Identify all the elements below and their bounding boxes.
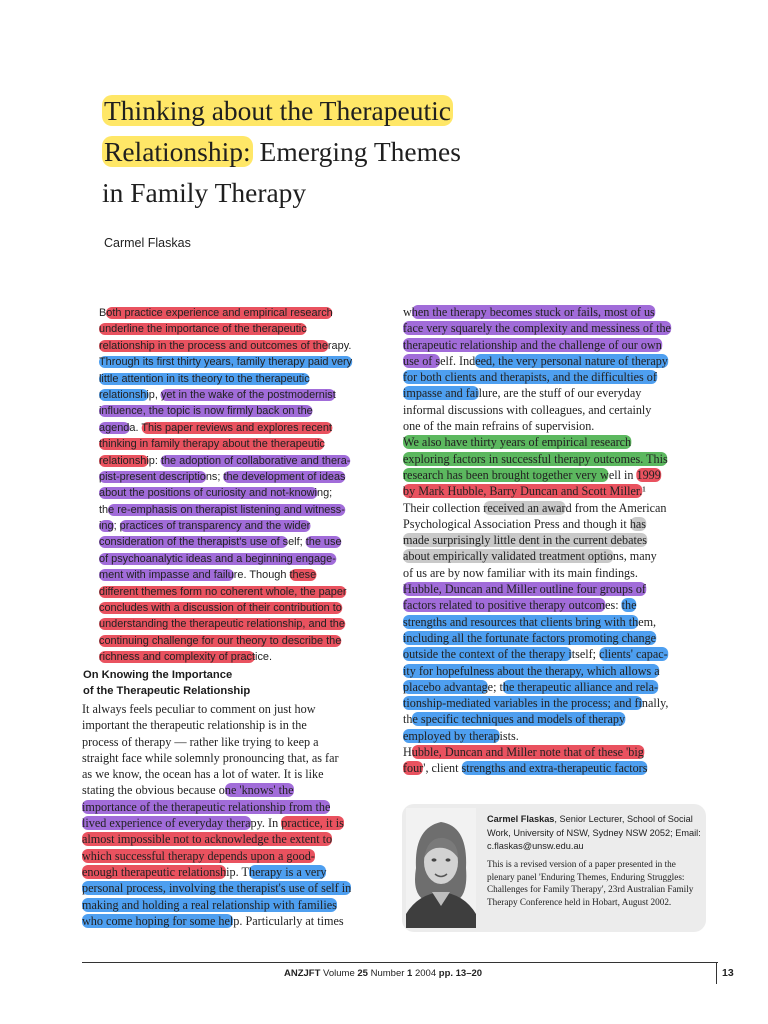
left-body-column bbox=[82, 701, 385, 929]
highlighted-text: including all the fortunate factors promoting change bbox=[403, 630, 657, 645]
highlighted-text: e re-emphasis on therapist listening and witness- bbox=[108, 503, 345, 516]
text-segment: py. In bbox=[250, 816, 282, 831]
abstract-line bbox=[99, 436, 387, 452]
highlighted-text: Hubble, Duncan and Miller outline four groups of bbox=[403, 582, 646, 597]
text-segment: th bbox=[99, 503, 109, 516]
body-line bbox=[403, 516, 707, 532]
highlighted-text: richness and complexity of pract bbox=[99, 651, 256, 664]
body-line bbox=[403, 760, 707, 776]
highlighted-text: We also have thirty years of empirical research bbox=[403, 435, 632, 450]
text-segment: a. bbox=[129, 421, 142, 434]
highlighted-text: eed, the very personal nature of therapy bbox=[475, 353, 668, 368]
highlighted-text: about empirically validated treatment optio bbox=[403, 549, 613, 564]
author-portrait-icon bbox=[406, 808, 476, 928]
highlighted-text: has bbox=[629, 516, 647, 531]
text-segment: ell in bbox=[608, 467, 637, 482]
highlighted-text: which successful therapy depends upon a good- bbox=[82, 848, 315, 863]
text-segment: ng; bbox=[316, 487, 333, 500]
text-segment: tself; bbox=[571, 647, 600, 662]
body-line bbox=[403, 320, 707, 336]
highlighted-text: of psychoanalytic ideas and a beginning engage- bbox=[99, 552, 336, 565]
highlighted-text: concludes with a discussion of their contribution to bbox=[99, 602, 342, 615]
highlighted-text: importance of the therapeutic relationship from the bbox=[82, 799, 331, 814]
text-segment: p: bbox=[148, 454, 161, 467]
text-segment: ists. bbox=[499, 728, 519, 743]
highlighted-text: strengths and extra-therapeutic factors bbox=[461, 761, 648, 776]
highlighted-text: ing bbox=[99, 520, 114, 533]
body-line bbox=[82, 831, 385, 847]
highlighted-text: use of s bbox=[403, 353, 441, 368]
text-segment: p. Particularly at times bbox=[233, 913, 344, 928]
highlighted-text: the development of ideas bbox=[223, 470, 346, 483]
text-segment: rapy. bbox=[327, 339, 352, 352]
text-segment: stating the obvious because o bbox=[82, 783, 225, 798]
text-segment: es: bbox=[605, 598, 622, 613]
highlighted-text: continuing challenge for our theory to describe the bbox=[99, 634, 342, 647]
highlighted-text: different themes form no coherent whole, the paper bbox=[99, 585, 347, 598]
body-line bbox=[403, 451, 707, 467]
text-segment: elf. Ind bbox=[440, 353, 476, 368]
body-line bbox=[403, 581, 707, 597]
body-line bbox=[82, 782, 385, 798]
body-line bbox=[82, 815, 385, 831]
text-segment: lure, are the stuff of our everyday bbox=[478, 386, 642, 401]
abstract-line bbox=[99, 321, 387, 337]
text-segment: d from the American bbox=[565, 500, 667, 515]
highlighted-text: consideration of the therapist's use of s bbox=[99, 536, 289, 549]
body-line bbox=[82, 880, 385, 896]
highlighted-text: understanding the therapeutic relationship, and the bbox=[99, 618, 345, 631]
body-line bbox=[403, 304, 707, 320]
body-line bbox=[403, 597, 707, 613]
body-line bbox=[403, 500, 707, 516]
body-line bbox=[403, 565, 707, 581]
text-segment: ns, many bbox=[612, 549, 657, 564]
text-segment: of us are by now familiar with its main findings. bbox=[403, 565, 638, 580]
highlighted-text: agend bbox=[99, 421, 130, 434]
highlighted-text: he therapeutic alliance and rela- bbox=[502, 679, 659, 694]
body-line bbox=[403, 353, 707, 369]
body-line bbox=[403, 744, 707, 760]
highlighted-text: Through its first thirty years, family therapy paid very bbox=[99, 356, 353, 369]
highlighted-text: about the positions of curiosity and not-knowi bbox=[99, 487, 317, 500]
highlighted-text: pist-present descriptio bbox=[99, 470, 206, 483]
abstract-line bbox=[99, 371, 387, 387]
journal-citation: ANZJFT Volume 25 Number 1 2004 pp. 13–20 bbox=[284, 968, 483, 979]
body-line bbox=[82, 864, 385, 880]
body-line bbox=[82, 799, 385, 815]
highlighted-text: herapy is a very bbox=[248, 864, 327, 879]
text-segment: th bbox=[403, 712, 413, 727]
highlighted-text: practice, it is bbox=[281, 816, 344, 831]
highlighted-text: This paper reviews and explores recent bbox=[141, 421, 332, 434]
abstract-line bbox=[99, 453, 387, 469]
highlighted-text: 1999 bbox=[636, 467, 661, 482]
abstract-line bbox=[99, 387, 387, 403]
body-line bbox=[403, 663, 707, 679]
body-line bbox=[403, 614, 707, 630]
highlighted-text: by Mark Hubble, Barry Duncan and Scott Miller. bbox=[403, 484, 643, 499]
abstract-line bbox=[99, 518, 387, 534]
highlighted-text: almost impossible not to acknowledge the extent to bbox=[82, 832, 333, 847]
abstract-line bbox=[99, 403, 387, 419]
body-line bbox=[403, 548, 707, 564]
highlighted-text: little attention in its theory to the therapeutic bbox=[99, 372, 310, 385]
title-line-1 bbox=[102, 90, 562, 131]
footer-rule bbox=[82, 962, 718, 963]
highlighted-text: e specific techniques and models of therapy bbox=[412, 712, 626, 727]
highlighted-text: ne 'knows' the bbox=[224, 783, 294, 798]
highlighted-text: the use bbox=[305, 536, 342, 549]
highlighted-text: personal process, involving the therapist's use of self in bbox=[82, 881, 352, 896]
abstract-line bbox=[99, 616, 387, 632]
author-name: Carmel Flaskas bbox=[104, 236, 191, 250]
highlighted-text: research has been brought together very w bbox=[403, 467, 609, 482]
highlighted-text: impasse and fai bbox=[403, 386, 479, 401]
body-line bbox=[403, 728, 707, 744]
text-segment: re. Though bbox=[233, 569, 290, 582]
text-segment: informal discussions with colleagues, and certainly bbox=[403, 402, 652, 417]
abstract-line bbox=[99, 469, 387, 485]
body-line bbox=[82, 848, 385, 864]
text-segment: w bbox=[403, 305, 412, 319]
text-segment: Psychological Association Press and though it bbox=[403, 516, 630, 531]
highlighted-text: thinking in family therapy about the therapeutic bbox=[99, 438, 325, 451]
abstract-line bbox=[99, 600, 387, 616]
title-line-3: in Family Therapy bbox=[102, 177, 307, 208]
right-body-column bbox=[403, 304, 708, 777]
body-line bbox=[403, 337, 707, 353]
body-line bbox=[403, 434, 707, 450]
text-segment: B bbox=[99, 307, 107, 319]
title-line-2: Relationship: Emerging Themes bbox=[104, 136, 461, 167]
body-line bbox=[403, 418, 707, 434]
text-segment: straight face while solemnly pronouncing that, as far bbox=[82, 750, 339, 765]
title-highlight: Thinking about the Therapeutic bbox=[104, 95, 451, 126]
highlighted-text: the adoption of collaborative and thera- bbox=[160, 454, 351, 467]
text-segment: em, bbox=[638, 614, 657, 629]
highlighted-text: face very squarely the complexity and messiness of the bbox=[403, 321, 671, 336]
highlighted-text: relationshi bbox=[99, 454, 149, 467]
text-segment: elf; bbox=[288, 536, 306, 549]
body-line bbox=[82, 750, 385, 766]
abstract-line bbox=[99, 567, 387, 583]
highlighted-text: therapeutic relationship and the challenge of our own bbox=[403, 337, 662, 352]
body-line bbox=[82, 766, 385, 782]
highlighted-text: these bbox=[289, 569, 317, 582]
abstract-line bbox=[99, 633, 387, 649]
body-line bbox=[403, 630, 707, 646]
bio-note: This is a revised version of a paper presented in the plenary panel 'Enduring Themes, Enduring Struggles: Challenges for Family Therapy', 23rd Australian Family Therapy Conference held in Hobart, August 2002. bbox=[487, 859, 694, 907]
text-segment: ¹ bbox=[642, 484, 646, 499]
abstract-line bbox=[99, 584, 387, 600]
abstract-line bbox=[99, 534, 387, 550]
highlighted-text: yet in the wake of the postmodernist bbox=[160, 388, 336, 401]
highlighted-text: tionship-mediated variables in the process; and fi bbox=[403, 696, 642, 711]
bio-affiliation: Carmel Flaskas, Senior Lecturer, School of Social Work, University of NSW, Sydney NSW 2052; Email: c.flaskas@unsw.edu.au bbox=[487, 814, 701, 851]
section-heading: On Knowing the Importance of the Therapeutic Relationship bbox=[83, 669, 251, 697]
abstract-line bbox=[99, 338, 387, 354]
highlighted-text: hen the therapy becomes stuck or fails, most of us bbox=[411, 305, 655, 319]
text-segment: important the therapeutic relationship is in the bbox=[82, 718, 307, 733]
body-line bbox=[82, 717, 385, 733]
article-title bbox=[102, 90, 562, 213]
highlighted-text: influence, the topic is now firmly back on the bbox=[99, 405, 313, 418]
text-segment: H bbox=[403, 745, 412, 760]
abstract-line bbox=[99, 551, 387, 567]
highlighted-text: ubble, Duncan and Miller note that of these 'big bbox=[411, 745, 644, 760]
text-segment: ice. bbox=[255, 651, 273, 664]
highlighted-text: making and holding a real relationship with families bbox=[82, 897, 337, 912]
abstract-line bbox=[99, 502, 387, 518]
highlighted-text: factors related to positive therapy outcom bbox=[403, 598, 606, 613]
highlighted-text: the bbox=[621, 598, 637, 613]
body-line bbox=[403, 679, 707, 695]
body-line bbox=[403, 385, 707, 401]
abstract bbox=[99, 305, 389, 666]
highlighted-text: employed by therap bbox=[403, 728, 500, 743]
text-segment: ; bbox=[113, 520, 120, 533]
highlighted-text: outside the context of the therapy i bbox=[403, 647, 572, 662]
text-segment: p, bbox=[148, 388, 161, 401]
highlighted-text: oth practice experience and empirical research bbox=[106, 307, 333, 319]
highlighted-text: ment with impasse and failu bbox=[99, 569, 234, 582]
text-segment: It always feels peculiar to comment on just how bbox=[82, 702, 316, 716]
highlighted-text: strengths and resources that clients bring with th bbox=[403, 614, 639, 629]
body-line bbox=[403, 402, 707, 418]
abstract-line bbox=[99, 354, 387, 370]
highlighted-text: four bbox=[403, 761, 424, 776]
highlighted-text: underline the importance of the therapeutic bbox=[99, 323, 307, 336]
abstract-line bbox=[99, 305, 387, 321]
body-line bbox=[82, 734, 385, 750]
highlighted-text: made surprisingly little dent in the current debates bbox=[403, 533, 647, 548]
text-segment: ip. T bbox=[226, 864, 249, 879]
page-number: 13 bbox=[722, 967, 734, 979]
author-photo bbox=[406, 808, 476, 928]
text-segment: as we know, the ocean has a lot of water. It is like bbox=[82, 767, 324, 782]
highlighted-text: clients' capac- bbox=[599, 647, 668, 662]
abstract-line bbox=[99, 649, 387, 665]
highlighted-text: practices of transparency and the wider bbox=[119, 520, 311, 533]
text-segment: process of therapy — rather like trying to keep a bbox=[82, 734, 319, 749]
text-segment: e; t bbox=[487, 679, 503, 694]
body-line bbox=[403, 695, 707, 711]
body-line bbox=[82, 701, 385, 717]
title-highlight: Relationship: bbox=[104, 136, 251, 167]
highlighted-text: received an awar bbox=[483, 500, 566, 515]
highlighted-text: for both clients and therapists, and the difficulties of bbox=[403, 370, 657, 385]
highlighted-text: relationship in the process and outcomes of the bbox=[99, 339, 328, 352]
highlighted-text: relationshi bbox=[99, 388, 149, 401]
highlighted-text: ity for hopefulness about the therapy, which allows a bbox=[403, 663, 660, 678]
body-line bbox=[82, 897, 385, 913]
text-segment: Their collection bbox=[403, 500, 484, 515]
body-line bbox=[403, 646, 707, 662]
highlighted-text: who come hoping for some hel bbox=[82, 913, 234, 928]
body-line bbox=[403, 711, 707, 727]
highlighted-text: placebo advantag bbox=[403, 679, 488, 694]
body-line bbox=[403, 369, 707, 385]
highlighted-text: exploring factors in successful therapy outcomes. This bbox=[403, 451, 668, 466]
highlighted-text: lived experience of everyday thera bbox=[82, 816, 251, 831]
body-line bbox=[403, 483, 707, 499]
footer-divider bbox=[716, 962, 717, 984]
abstract-line bbox=[99, 420, 387, 436]
body-line bbox=[82, 913, 385, 929]
body-line bbox=[403, 467, 707, 483]
text-segment: ', client bbox=[423, 761, 462, 776]
body-line bbox=[403, 532, 707, 548]
highlighted-text: enough therapeutic relationsh bbox=[82, 864, 227, 879]
abstract-line bbox=[99, 485, 387, 501]
text-segment: one of the main refrains of supervision. bbox=[403, 419, 595, 434]
text-segment: nally, bbox=[641, 696, 669, 711]
text-segment: ns; bbox=[205, 470, 224, 483]
